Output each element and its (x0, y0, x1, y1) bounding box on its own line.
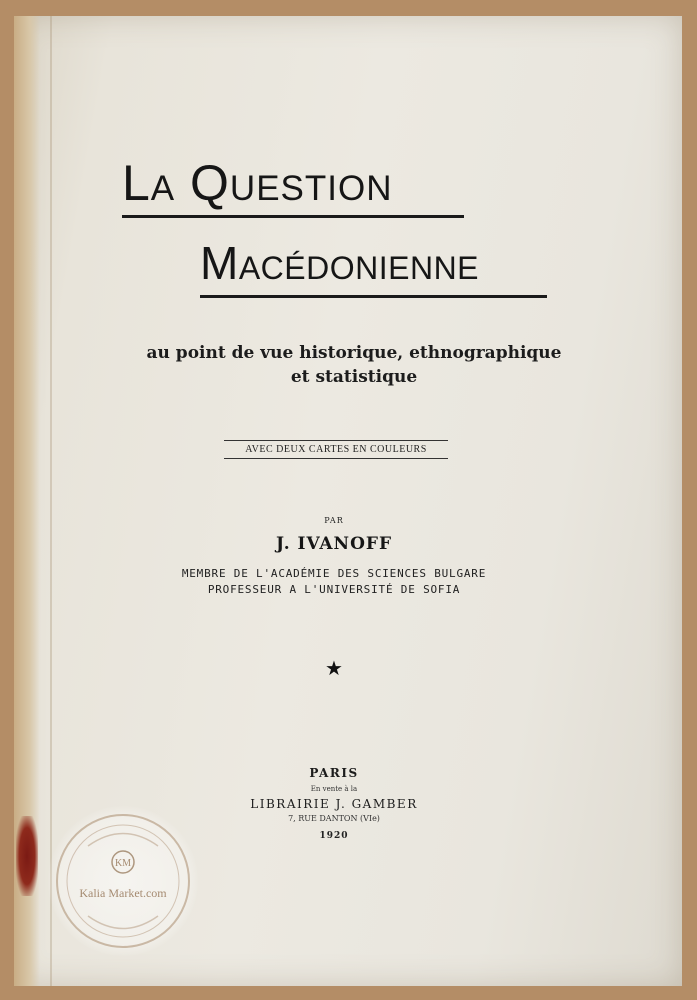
author-name: J. IVANOFF (275, 534, 393, 554)
author-affiliation-2: PROFESSEUR A L'UNIVERSITÉ DE SOFIA (207, 583, 461, 596)
by-label: PAR (324, 516, 344, 525)
title-underline-1 (122, 215, 464, 218)
title-line-1: La Question (122, 155, 393, 211)
book-cover (14, 16, 682, 986)
star-ornament-icon: ★ (325, 656, 343, 680)
red-stain (16, 816, 38, 896)
subtitle-line-1: au point de vue historique, ethnographique (146, 343, 562, 363)
seal-monogram: KM (114, 858, 132, 869)
author-affiliation-1: MEMBRE DE L'ACADÉMIE DES SCIENCES BULGARE (181, 567, 487, 580)
seal-ornament-icon (48, 806, 198, 956)
maps-note: AVEC DEUX CARTES EN COULEURS (224, 440, 448, 459)
sale-note: En vente à la (310, 785, 358, 793)
publisher: LIBRAIRIE J. GAMBER (250, 797, 418, 811)
subtitle-line-2: et statistique (290, 367, 418, 387)
publication-city: PARIS (309, 766, 359, 780)
subtitle (94, 341, 614, 389)
watermark-seal (48, 806, 198, 956)
publisher-address: 7, RUE DANTON (VIe) (288, 814, 380, 823)
watermark-text: Kalia Market.com (79, 886, 167, 900)
publication-year: 1920 (319, 831, 349, 841)
title-underline-2 (200, 295, 547, 298)
title-line-2: Macédonienne (200, 237, 480, 289)
